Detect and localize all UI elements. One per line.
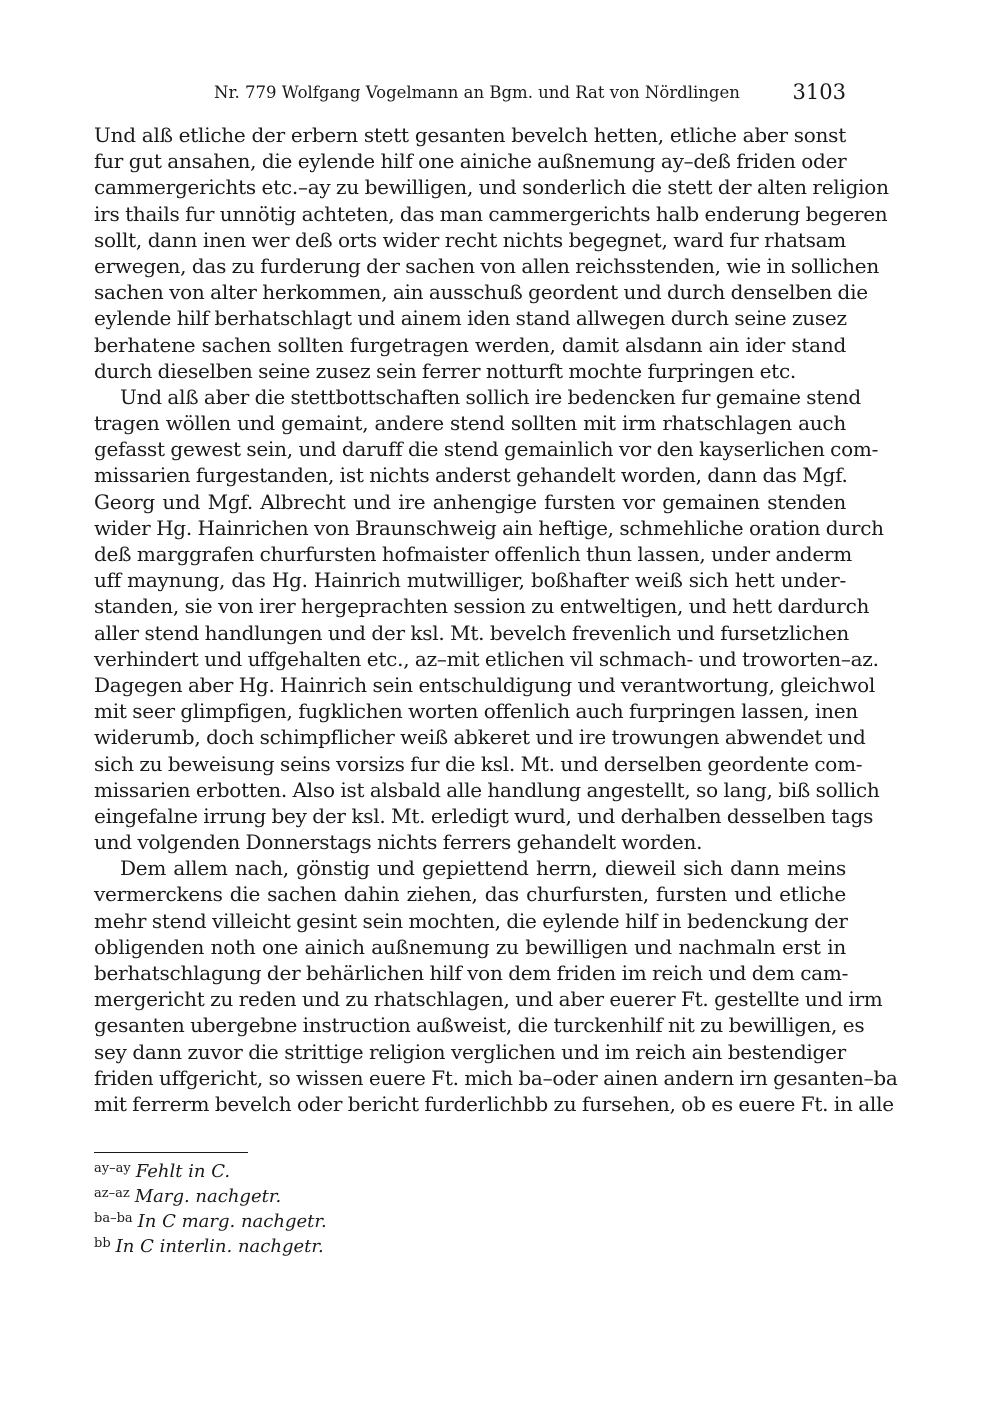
text-line: eylende hilf berhatschlagt und ainem iden stand allwegen durch seine zusez: [94, 306, 847, 331]
text-line: berhatschlagung der behärlichen hilf von dem friden im reich und dem cam-: [94, 961, 849, 985]
text-line: und volgenden Donnerstags nichts ferrers gehandelt worden.: [94, 830, 703, 855]
footnote-text: Fehlt in C.: [135, 1161, 231, 1182]
footnote-separator: [94, 1152, 248, 1153]
main-text: [94, 122, 898, 1117]
text-line: cammergerichts etc.–ay zu bewilligen, und sonderlich die stett der alten religion: [94, 175, 889, 200]
footnote: [94, 1231, 846, 1256]
text-line: Und alß aber die stettbottschaften sollich ire bedencken fur gemaine stend: [120, 384, 861, 409]
text-line: Georg und Mgf. Albrecht und ire anhengige fursten vor gemainen stenden: [94, 489, 846, 514]
text-line: gefasst gewest sein, und daruff die stend gemainlich vor den kayserlichen com-: [94, 437, 879, 462]
footnote-text: In C interlin. nachgetr.: [115, 1236, 324, 1257]
text-line: friden uffgericht, so wissen euere Ft. mich ba–oder ainen andern irn gesanten–ba: [94, 1065, 898, 1090]
text-line: obligenden noth one ainich außnemung zu bewilligen und nachmaln erst in: [94, 934, 846, 959]
text-line: erwegen, das zu furderung der sachen von allen reichsstenden, wie in sollichen: [94, 253, 879, 278]
text-line: standen, sie von irer hergeprachten session zu entweltigen, und hett dardurch: [94, 594, 870, 619]
footnote-text: In C marg. nachgetr.: [137, 1211, 327, 1232]
text-line: irs thails fur unnötig achteten, das man cammergerichts halb enderung begeren: [94, 201, 888, 226]
footnote-mark: ay–ay: [94, 1161, 131, 1176]
text-line: deß marggrafen churfursten hofmaister offenlich thun lassen, under anderm: [94, 542, 852, 566]
text-line: sey dann zuvor die strittige religion verglichen und im reich ain bestendiger: [94, 1039, 846, 1064]
text-line: mergericht zu reden und zu rhatschlagen, und aber euerer Ft. gestellte und irm: [94, 987, 883, 1012]
running-title: Nr. 779 Wolfgang Vogelmann an Bgm. und Rat von Nördlingen: [214, 83, 740, 102]
text-line: fur gut ansahen, die eylende hilf one ainiche außnemung ay–deß friden oder: [94, 149, 847, 174]
text-line: sachen von alter herkommen, ain ausschuß geordent und durch denselben die: [94, 280, 868, 305]
text-line: eingefalne irrung bey der ksl. Mt. erledigt wurd, und derhalben desselben tags: [94, 803, 874, 828]
text-line: vermerckens die sachen dahin ziehen, das churfursten, fursten und etliche: [94, 882, 846, 907]
text-line: mit ferrerm bevelch oder bericht furderlichbb zu fursehen, ob es euere Ft. in alle: [94, 1091, 894, 1116]
text-line: tragen wöllen und gemaint, andere stend sollten mit irm rhatschlagen auch: [94, 411, 846, 436]
text-line: sollt, dann inen wer deß orts wider recht nichts begegnet, ward fur rhatsam: [94, 227, 846, 252]
text-line: uff maynung, das Hg. Hainrich mutwilliger, boßhafter weiß sich hett under-: [94, 568, 846, 593]
text-line: Dem allem nach, gönstig und gepiettend herrn, dieweil sich dann meins: [120, 856, 846, 881]
text-line: Und alß etliche der erbern stett gesanten bevelch hetten, etliche aber sonst: [94, 123, 846, 147]
running-header: [94, 80, 846, 110]
text-line: berhatene sachen sollten furgetragen werden, damit alsdann ain ider stand: [94, 332, 846, 357]
footnote-mark: az–az: [94, 1186, 130, 1201]
text-line: durch dieselben seine zusez sein ferrer notturft mochte furpringen etc.: [94, 358, 797, 383]
footnote: [94, 1206, 846, 1231]
text-line: sich zu beweisung seins vorsizs fur die ksl. Mt. und derselben geordente com-: [94, 751, 863, 776]
text-line: Dagegen aber Hg. Hainrich sein entschuldigung und verantwortung, gleichwol: [94, 672, 876, 697]
text-line: aller stend handlungen und der ksl. Mt. bevelch frevenlich und fursetzlichen: [94, 620, 850, 645]
footnote-mark: bb: [94, 1236, 111, 1251]
footnote: [94, 1181, 846, 1206]
text-line: missarien furgestanden, ist nichts anderst gehandelt worden, dann das Mgf.: [94, 463, 848, 488]
paragraph: [94, 384, 884, 855]
paragraph: [94, 855, 898, 1117]
paragraph: [94, 122, 889, 384]
text-line: gesanten ubergebne instruction außweist, die turckenhilf nit zu bewilligen, es: [94, 1013, 865, 1038]
text-line: widerumb, doch schimpflicher weiß abkeret und ire trowungen abwendet und: [94, 725, 866, 750]
text-line: mehr stend villeicht gesint sein mochten, die eylende hilf in bedenckung der: [94, 908, 848, 933]
footnote-mark: ba–ba: [94, 1211, 133, 1226]
text-line: missarien erbotten. Also ist alsbald alle handlung angestellt, so lang, biß sollich: [94, 777, 880, 802]
text-line: wider Hg. Hainrichen von Braunschweig ain heftige, schmehliche oration durch: [94, 515, 884, 540]
text-line: verhindert und uffgehalten etc., az–mit etlichen vil schmach- und troworten–az.: [94, 646, 879, 671]
page-number: 3103: [792, 80, 846, 104]
footnote: [94, 1156, 846, 1181]
footnote-text: Marg. nachgetr.: [134, 1186, 282, 1207]
footnotes: [94, 1156, 846, 1256]
text-line: mit seer glimpfigen, fugklichen worten offenlich auch furpringen lassen, inen: [94, 699, 858, 724]
